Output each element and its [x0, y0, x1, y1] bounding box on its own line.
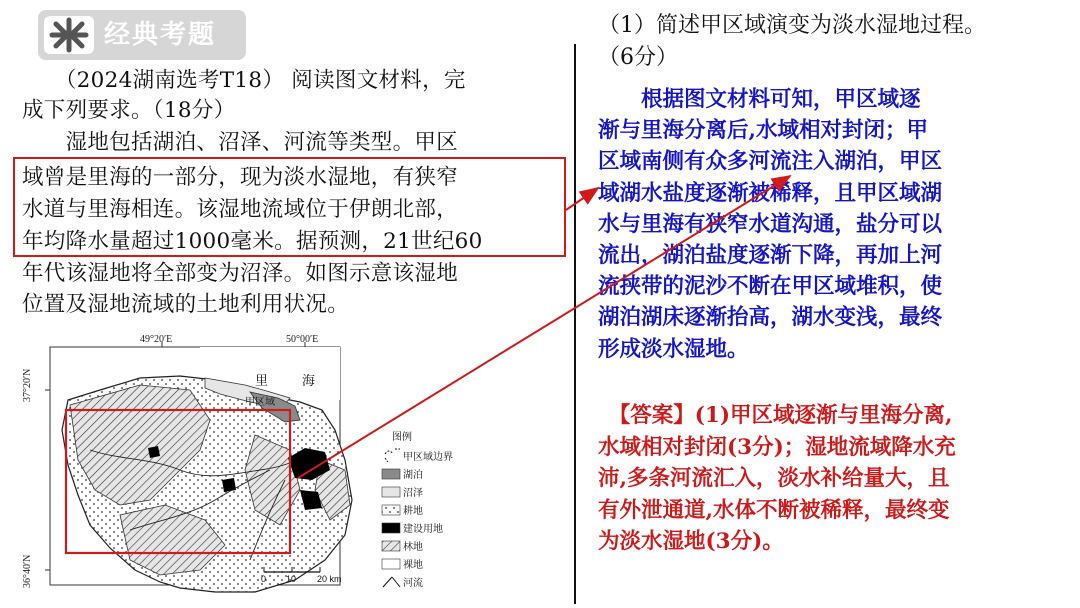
stem-line-3: 湿地包括湖泊、沼泽、河流等类型。甲区 — [22, 130, 459, 155]
legend-label-river: 河流 — [403, 578, 423, 589]
legend-label-boundary: 甲区域边界 — [403, 452, 453, 463]
analysis-line: 流出，湖泊盐度逐渐下降，再加上河 — [598, 243, 943, 269]
lon-label-1: 49°20′E — [140, 334, 173, 345]
legend-title: 图例 — [392, 432, 412, 443]
stem-line-1: （2024湖南选考T18） 阅读图文材料，完 — [22, 68, 466, 93]
answer-line: 沛,多条河流汇入，淡水补给量大，且 — [598, 466, 950, 492]
legend-label-builtup: 建设用地 — [403, 524, 443, 535]
arrow-map-to-analysis — [298, 176, 790, 478]
legend-label-farmland: 耕地 — [403, 506, 423, 517]
stem-line-2: 成下列要求。（18分） — [22, 98, 236, 123]
area-label: 甲区域 — [245, 397, 275, 408]
scale-label-0: 0 — [261, 574, 267, 584]
stem-line-7: 年代该湿地将全部变为沼泽。如图示意该湿地 — [22, 261, 459, 286]
stem-line-6: 年均降水量超过1000毫米。据预测，21世纪60 — [22, 229, 483, 254]
legend-label-forest: 林地 — [403, 542, 423, 553]
analysis-line: 根据图文材料可知，甲区域逐 — [598, 87, 921, 112]
scale-label-10: 10 — [286, 574, 297, 584]
analysis-line: 湖泊湖床逐渐抬高，湖水变浅，最终 — [598, 305, 943, 331]
lon-label-2: 50°00′E — [286, 334, 319, 345]
scale-label-20: 20 km — [317, 574, 342, 584]
analysis-line: 水与里海有狭窄水道沟通，盐分可以 — [598, 211, 943, 237]
analysis-line: 域湖水盐度逐渐被稀释，且甲区域湖 — [598, 180, 943, 206]
answer-line: 水域相对封闭(3分)；湿地流域降水充 — [598, 434, 956, 460]
legend-label-bare: 裸地 — [403, 560, 423, 571]
sea-label-1: 里 — [255, 374, 269, 389]
answer-line: 为淡水湿地(3分)。 — [598, 529, 784, 555]
answer-line: 有外泄通道,水体不断被稀释，最终变 — [598, 497, 950, 523]
analysis-line: 流挟带的泥沙不断在甲区域堆积，使 — [598, 274, 943, 300]
question-line-1: （1）简述甲区域演变为淡水湿地过程。 — [598, 13, 986, 38]
stem-line-4: 域曾是里海的一部分，现为淡水湿地，有狭窄 — [22, 165, 459, 190]
badge-title: 经典考题 — [104, 20, 217, 50]
question-line-2: （6分） — [598, 45, 678, 70]
stem-line-8: 位置及湿地流域的土地利用状况。 — [22, 292, 350, 317]
lat-label-2: 36°40′N — [22, 554, 33, 588]
analysis-line: 区域南侧有众多河流注入湖泊，甲区 — [598, 149, 943, 175]
sea-label-2: 海 — [302, 374, 316, 389]
answer-line: 【答案】(1)甲区域逐渐与里海分离, — [598, 403, 953, 428]
legend-label-marsh: 沼泽 — [403, 488, 423, 499]
analysis-line: 形成淡水湿地。 — [598, 336, 749, 362]
lat-label-1: 37°20′N — [22, 368, 33, 402]
legend-label-lake: 湖泊 — [403, 470, 423, 481]
stem-line-5: 水道与里海相连。该湿地流域位于伊朗北部， — [22, 197, 459, 222]
arrow-text-to-analysis — [566, 188, 598, 210]
analysis-line: 渐与里海分离后,水域相对封闭；甲 — [598, 118, 928, 144]
